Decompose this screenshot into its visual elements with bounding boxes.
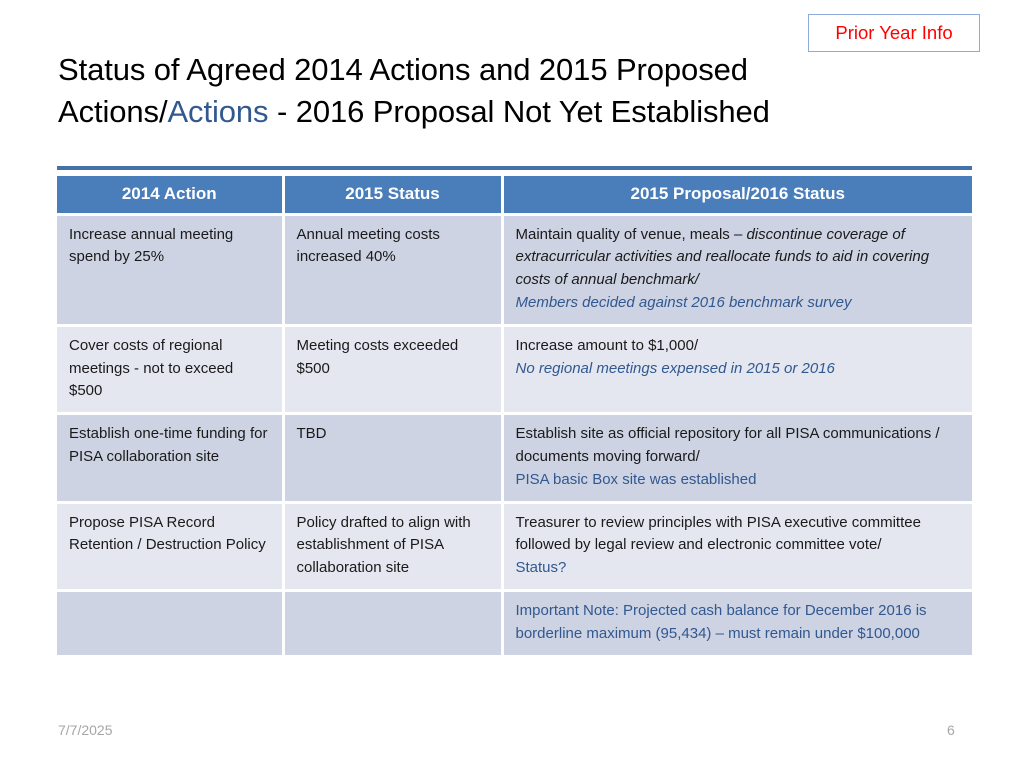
column-header-2014-action: 2014 Action (57, 176, 283, 214)
cell-action: Establish one-time funding for PISA collaboration site (57, 414, 283, 502)
column-header-2015-status: 2015 Status (283, 176, 502, 214)
cell-proposal (502, 325, 972, 413)
cell-status: Meeting costs exceeded $500 (283, 325, 502, 413)
page-title-accent-word: Actions (167, 94, 269, 130)
footer-page-number: 6 (947, 722, 955, 738)
table-row (57, 590, 972, 656)
prior-year-info-label: Prior Year Info (835, 21, 953, 43)
status-table (57, 176, 972, 658)
cell-status (283, 590, 502, 656)
proposal-plain-text: Treasurer to review principles with PISA executive committee followed by legal review and electronic committee vote/ (515, 513, 921, 554)
column-header-2015-proposal-2016-status: 2015 Proposal/2016 Status (502, 176, 972, 214)
table-row (57, 214, 972, 325)
cell-status: TBD (283, 414, 502, 502)
proposal-note-text: Members decided against 2016 benchmark survey (515, 293, 852, 311)
cell-action (57, 590, 283, 656)
proposal-plain-text: Maintain quality of venue, meals – (515, 225, 747, 243)
table-row (57, 502, 972, 590)
table-header-row (57, 176, 972, 214)
cell-action: Cover costs of regional meetings - not to exceed $500 (57, 325, 283, 413)
table-row (57, 325, 972, 413)
table-row (57, 414, 972, 502)
proposal-plain-text: Establish site as official repository for all PISA communications / documents moving forward/ (515, 425, 940, 465)
table-top-rule (57, 166, 972, 170)
prior-year-info-callout (808, 14, 980, 52)
page-title-part-2: - 2016 Proposal Not Yet Established (268, 94, 770, 130)
cell-status: Policy drafted to align with establishment of PISA collaboration site (283, 502, 502, 590)
cell-action: Propose PISA Record Retention / Destruction Policy (57, 502, 283, 590)
status-table-container (57, 176, 972, 658)
proposal-note-text: Status? (515, 559, 567, 577)
proposal-note-text: No regional meetings expensed in 2015 or 2016 (515, 359, 835, 377)
proposal-note-text: PISA basic Box site was established (515, 470, 757, 488)
proposal-note-text: Important Note: Projected cash balance for December 2016 is borderline maximum (95,434) – must remain under $100,000 (515, 601, 927, 642)
cell-proposal (502, 414, 972, 502)
page-title (58, 49, 958, 134)
cell-proposal (502, 214, 972, 325)
proposal-plain-text: Increase amount to $1,000/ (515, 336, 699, 354)
cell-proposal (502, 502, 972, 590)
page-title-part-1: Status of Agreed 2014 Actions and 2015 Proposed Actions/ (58, 52, 748, 130)
cell-status: Annual meeting costs increased 40% (283, 214, 502, 325)
footer-date: 7/7/2025 (58, 722, 113, 738)
cell-proposal (502, 590, 972, 656)
proposal-italic-text: discontinue coverage of extracurricular activities and reallocate funds to aid in covering costs of annual benchmark/ (515, 225, 930, 289)
cell-action: Increase annual meeting spend by 25% (57, 214, 283, 325)
